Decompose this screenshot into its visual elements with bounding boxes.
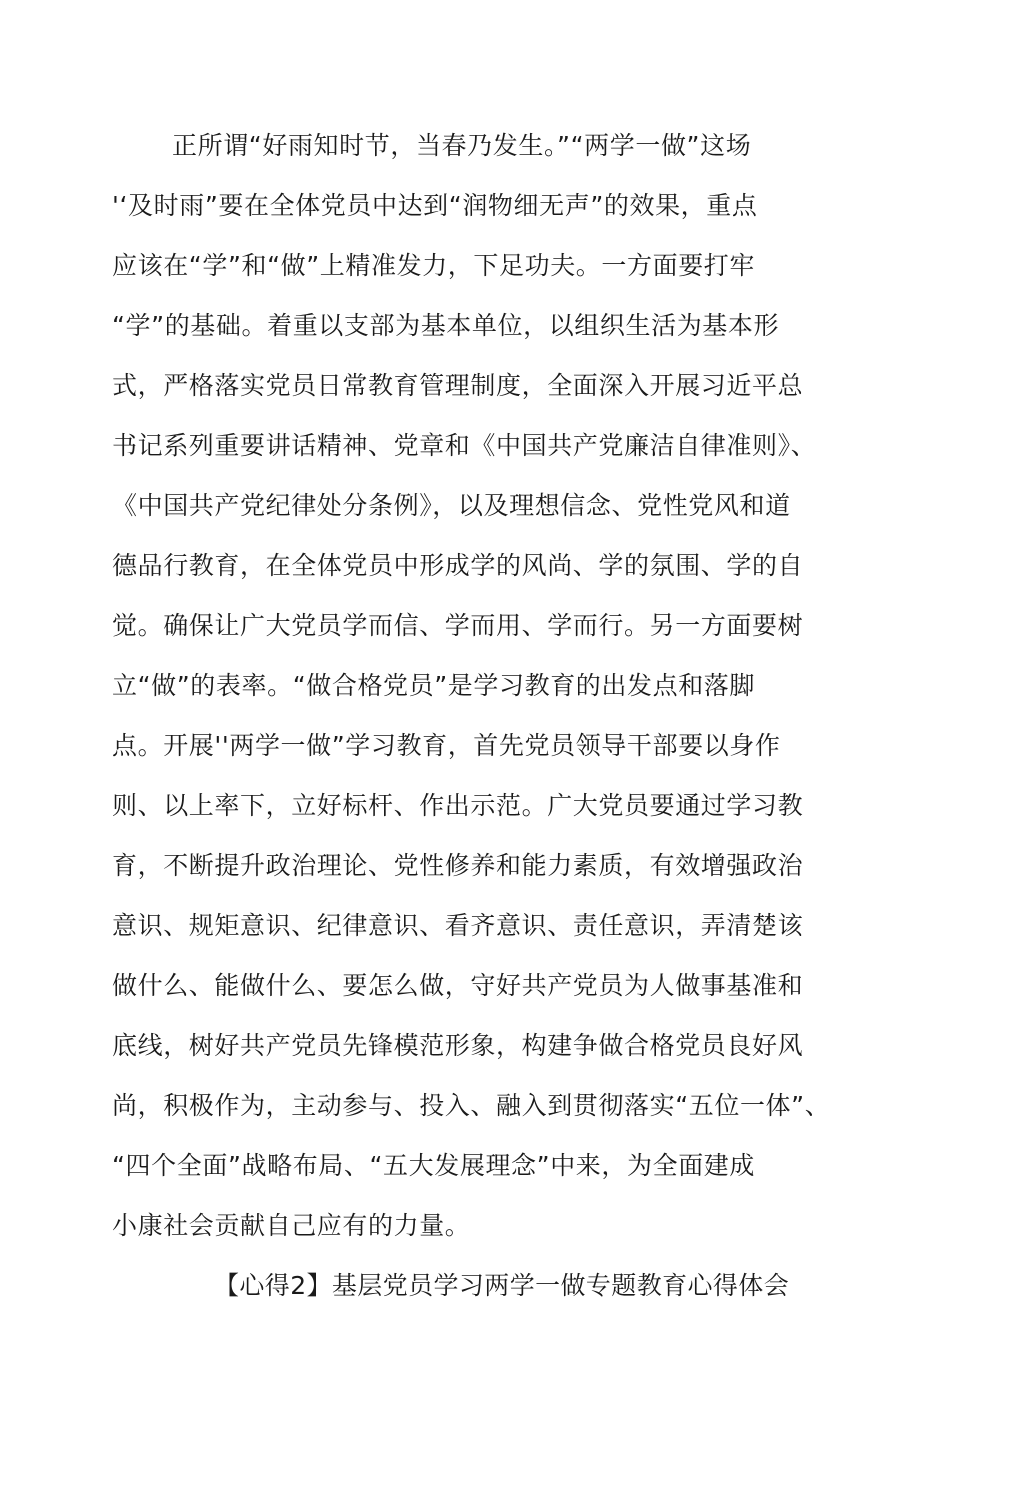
paragraph-line-1: 正所谓“好雨知时节，当春乃发生。”“两学一做”这场 bbox=[172, 131, 752, 160]
paragraph-line-15: 做什么、能做什么、要怎么做，守好共产党员为人做事基准和 bbox=[112, 971, 804, 1000]
paragraph-line-16: 底线，树好共产党员先锋模范形象，构建争做合格党员良好风 bbox=[112, 1031, 804, 1060]
paragraph-line-4: “学”的基础。着重以支部为基本单位，以组织生活为基本形 bbox=[112, 311, 780, 340]
paragraph-line-5: 式，严格落实党员日常教育管理制度，全面深入开展习近平总 bbox=[112, 371, 804, 400]
paragraph-line-7: 《中国共产党纪律处分条例》，以及理想信念、党性党风和道 bbox=[112, 491, 791, 520]
paragraph-line-10: 立“做”的表率。“做合格党员”是学习教育的出发点和落脚 bbox=[112, 671, 756, 700]
paragraph-line-8: 德品行教育，在全体党员中形成学的风尚、学的氛围、学的自 bbox=[112, 551, 804, 580]
paragraph-line-13: 育，不断提升政治理论、党性修养和能力素质，有效增强政治 bbox=[112, 851, 804, 880]
paragraph-line-6: 书记系列重要讲话精神、党章和《中国共产党廉洁自律准则》、 bbox=[112, 431, 817, 460]
paragraph-line-9: 觉。确保让广大党员学而信、学而用、学而行。另一方面要树 bbox=[112, 611, 804, 640]
paragraph-line-11: 点。开展''两学一做”学习教育，首先党员领导干部要以身作 bbox=[112, 731, 781, 760]
paragraph-line-3: 应该在“学”和“做”上精准发力，下足功夫。一方面要打牢 bbox=[112, 251, 756, 280]
paragraph-line-17: 尚，积极作为，主动参与、投入、融入到贯彻落实“五位一体”、 bbox=[112, 1091, 831, 1120]
paragraph-line-19: 小康社会贡献自己应有的力量。 bbox=[112, 1211, 471, 1240]
paragraph-line-18: “四个全面”战略布局、“五大发展理念”中来，为全面建成 bbox=[112, 1151, 756, 1180]
paragraph-line-12: 则、以上率下，立好标杆、作出示范。广大党员要通过学习教 bbox=[112, 791, 804, 820]
paragraph-line-14: 意识、规矩意识、纪律意识、看齐意识、责任意识，弄清楚该 bbox=[112, 911, 804, 940]
section-heading: 【心得2】基层党员学习两学一做专题教育心得体会 bbox=[214, 1271, 790, 1300]
paragraph-line-2: '‘及时雨”要在全体党员中达到“润物细无声”的效果，重点 bbox=[112, 191, 758, 220]
